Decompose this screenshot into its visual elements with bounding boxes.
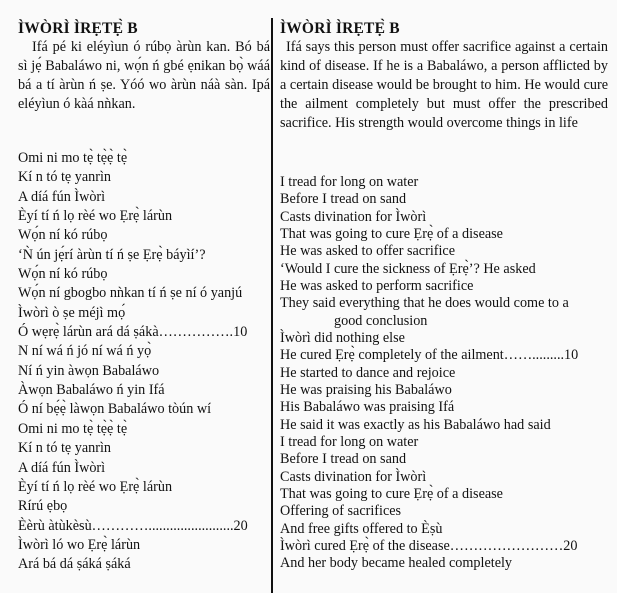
verse-line: ‘Would I cure the sickness of Ẹrẹ̀’? He asked: [280, 260, 536, 277]
verse-line: Ìwòrì ló wo Ẹrẹ̀ lárùn: [18, 536, 141, 553]
verse-line: Casts divination for Ìwòrì: [280, 468, 427, 485]
verse-line: They said everything that he does would come to a: [280, 295, 569, 312]
yoruba-column: [18, 0, 270, 593]
verse-line: Kí n tó tẹ yanrìn: [18, 440, 111, 457]
verse-line: Ìwòrì ò ṣe méjì mọ́: [18, 304, 126, 321]
verse-line: He said it was exactly as his Babaláwo had said: [280, 416, 551, 433]
verse-line: Wọ́n ní kó rúbọ: [18, 227, 108, 244]
verse-line: That was going to cure Ẹrẹ̀ of a disease: [280, 485, 503, 502]
verse-line: Ó wẹrẹ̀ lárùn ará dá ṣákà…………….10: [18, 324, 248, 341]
verse-line: I tread for long on water: [280, 174, 419, 190]
verse-line: Èyí tí ń lọ rèé wo Ẹrẹ̀ lárùn: [18, 208, 173, 225]
column-divider: [271, 18, 273, 593]
yoruba-verse-list: [18, 149, 270, 575]
english-heading: ÌWÒRÌ ÌRẸTẸ̀ B: [280, 20, 400, 37]
verse-line: Èèrù àtùkèsù…………........................20: [18, 517, 248, 534]
verse-line: A díá fún Ìwòrì: [18, 188, 106, 205]
yoruba-heading: ÌWÒRÌ ÌRẸTẸ̀ B: [18, 20, 138, 37]
verse-line: Èyí tí ń lọ rèé wo Ẹrẹ̀ lárùn: [18, 478, 173, 495]
verse-line: Offering of sacrifices: [280, 503, 402, 520]
verse-line: Wọ́n ní kó rúbọ: [18, 266, 108, 283]
verse-line: Before I tread on sand: [280, 451, 407, 468]
verse-line: Omi ni mo tẹ̀ tẹ̀ẹ̀ tẹ̀: [18, 420, 128, 437]
verse-line: He was asked to offer sacrifice: [280, 243, 456, 260]
verse-line: That was going to cure Ẹrẹ̀ of a disease: [280, 225, 503, 242]
verse-line: He cured Ẹrẹ̀ completely of the ailment…….........10: [280, 347, 579, 364]
verse-line: And free gifts offered to Èṣù: [280, 520, 443, 537]
yoruba-paragraph: Ifá pé ki eléyìun ó rúbọ àrùn kan. Bó bá sì jẹ́ Babaláwo ni, wọ́n ń gbé ẹnikan bọ̀ wáá bá a tí àrùn ń ṣe. Yóó wo àrùn náà sàn. Ipá eléyìun ó kàá nǹkan.: [18, 39, 270, 112]
verse-line: He was praising his Babaláwo: [280, 381, 452, 398]
verse-line: good conclusion: [334, 312, 428, 329]
verse-line: Ará bá dá ṣáká ṣáká: [18, 556, 131, 573]
verse-line: Omi ni mo tẹ̀ tẹ̀ẹ̀ tẹ̀: [18, 150, 128, 166]
verse-line: Ìwòrì did nothing else: [280, 329, 405, 346]
verse-line: Casts divination for Ìwòrì: [280, 208, 427, 225]
english-column: [280, 0, 610, 593]
verse-line: And her body became healed completely: [280, 555, 513, 572]
verse-line: ‘Ǹ ún jẹ́rí àrùn tí ń ṣe Ẹrẹ̀ báyìí’?: [18, 246, 206, 263]
english-verse-list: [280, 174, 610, 573]
verse-line: I tread for long on water: [280, 433, 419, 450]
verse-line: He was asked to perform sacrifice: [280, 277, 474, 294]
verse-line: A díá fún Ìwòrì: [18, 459, 106, 476]
verse-line: Ní ń yin àwọn Babaláwo: [18, 362, 160, 379]
verse-line: Kí n tó tẹ yanrìn: [18, 169, 111, 186]
verse-line: Ó ní bẹ́ẹ̀ làwọn Babaláwo tòún wí: [18, 401, 212, 418]
verse-line: Àwọn Babaláwo ń yin Ifá: [18, 382, 165, 399]
english-paragraph: Ifá says this person must offer sacrifice against a certain kind of disease. If he is a Babaláwo, a person afflicted by a certain disease would be brought to him. He would cure the ailment completely but must offer the prescribed sacrifice. His strength would overcome things in life: [280, 39, 608, 131]
verse-line: Wọ́n ní gbogbo nǹkan tí ń ṣe ní ó yanjú: [18, 285, 243, 302]
verse-line: He started to dance and rejoice: [280, 364, 456, 381]
verse-line: Ìwòrì cured Ẹrẹ̀ of the disease……………………20: [280, 537, 578, 554]
verse-line: Before I tread on sand: [280, 191, 407, 208]
verse-line: His Babaláwo was praising Ifá: [280, 399, 455, 416]
verse-line: N ní wá ń jó ní wá ń yọ̀: [18, 343, 152, 360]
verse-line: Rírú ẹbọ: [18, 498, 68, 515]
